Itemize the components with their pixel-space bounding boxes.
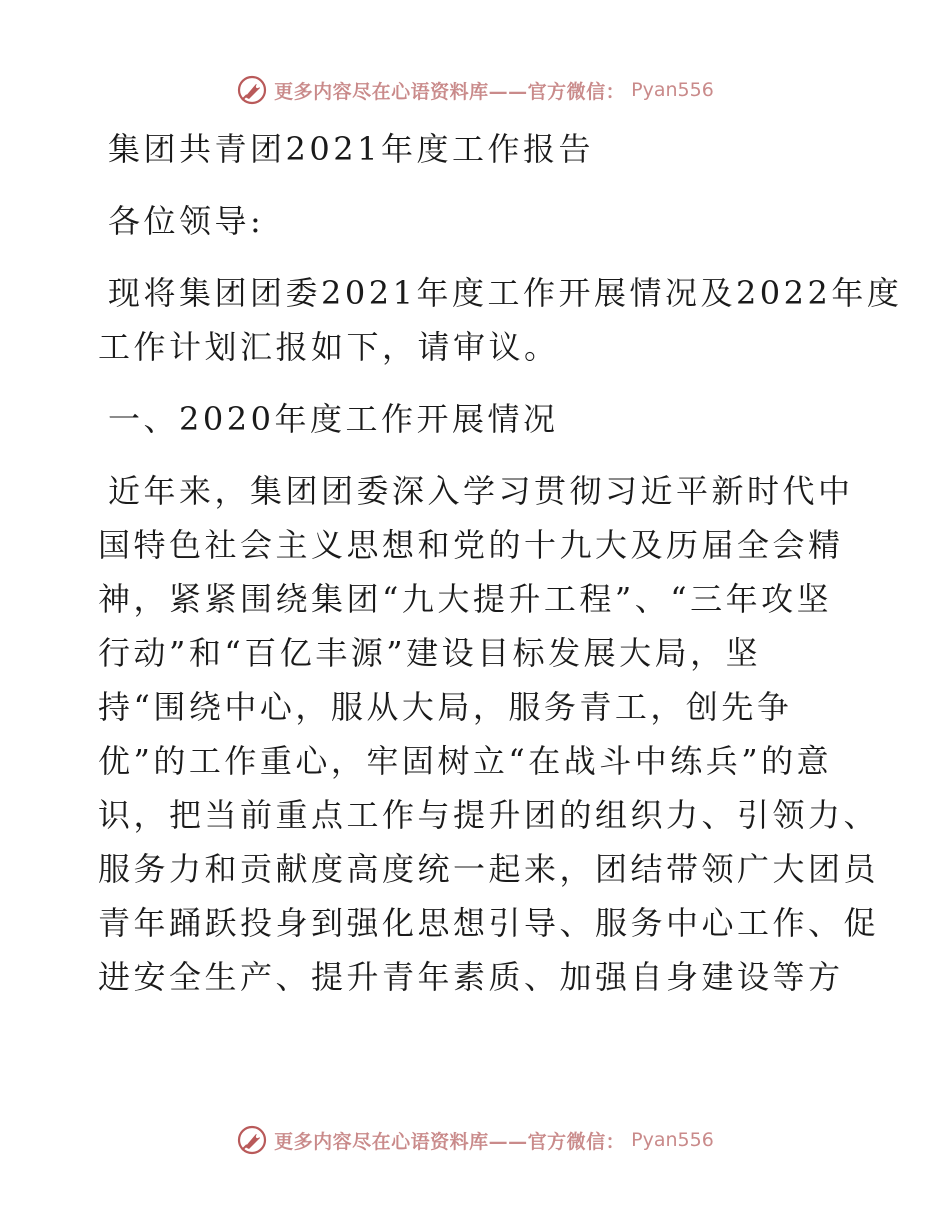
- body-paragraph: [98, 464, 880, 1004]
- watermark-contact: Pyan556: [631, 1129, 714, 1151]
- body-line: 优”的工作重心，牢固树立“在战斗中练兵”的意: [98, 742, 833, 780]
- intro-line: 现将集团团委2021年度工作开展情况及2022年度: [108, 274, 903, 312]
- salutation: [98, 194, 853, 248]
- salutation-line: 各位领导:: [108, 202, 265, 240]
- watermark-header: [0, 72, 950, 108]
- body-line: 服务力和贡献度高度统一起来，团结带领广大团员: [98, 850, 880, 888]
- body-line: 识，把当前重点工作与提升团的组织力、引领力、: [98, 796, 880, 834]
- body-line: 近年来，集团团委深入学习贯彻习近平新时代中: [108, 472, 854, 510]
- pen-nib-logo-icon: [236, 74, 268, 106]
- body-line: 青年踊跃投身到强化思想引导、服务中心工作、促: [98, 904, 880, 942]
- body-line: 行动”和“百亿丰源”建设目标发展大局，坚: [98, 634, 762, 672]
- pen-nib-logo-icon: [236, 1124, 268, 1156]
- watermark-footer: [0, 1122, 950, 1158]
- document-body: [98, 122, 903, 1004]
- section-heading-line: 一、2020年度工作开展情况: [108, 400, 559, 438]
- watermark-text: 更多内容尽在心语资料库——官方微信：: [274, 1130, 626, 1153]
- title-line: 集团共青团2021年度工作报告: [108, 130, 594, 168]
- document-title: [98, 122, 853, 176]
- body-line: 神，紧紧围绕集团“九大提升工程”、“三年攻坚: [98, 580, 833, 618]
- body-line: 持“围绕中心，服从大局，服务青工，创先争: [98, 688, 793, 726]
- watermark-text: 更多内容尽在心语资料库——官方微信：: [274, 80, 626, 103]
- watermark-contact: Pyan556: [631, 79, 714, 101]
- body-line: 国特色社会主义思想和党的十九大及历届全会精: [98, 526, 844, 564]
- section-heading: [98, 392, 853, 446]
- body-line: 进安全生产、提升青年素质、加强自身建设等方: [98, 958, 844, 996]
- intro-line: 工作计划汇报如下，请审议。: [98, 328, 560, 366]
- intro-paragraph: [98, 266, 903, 374]
